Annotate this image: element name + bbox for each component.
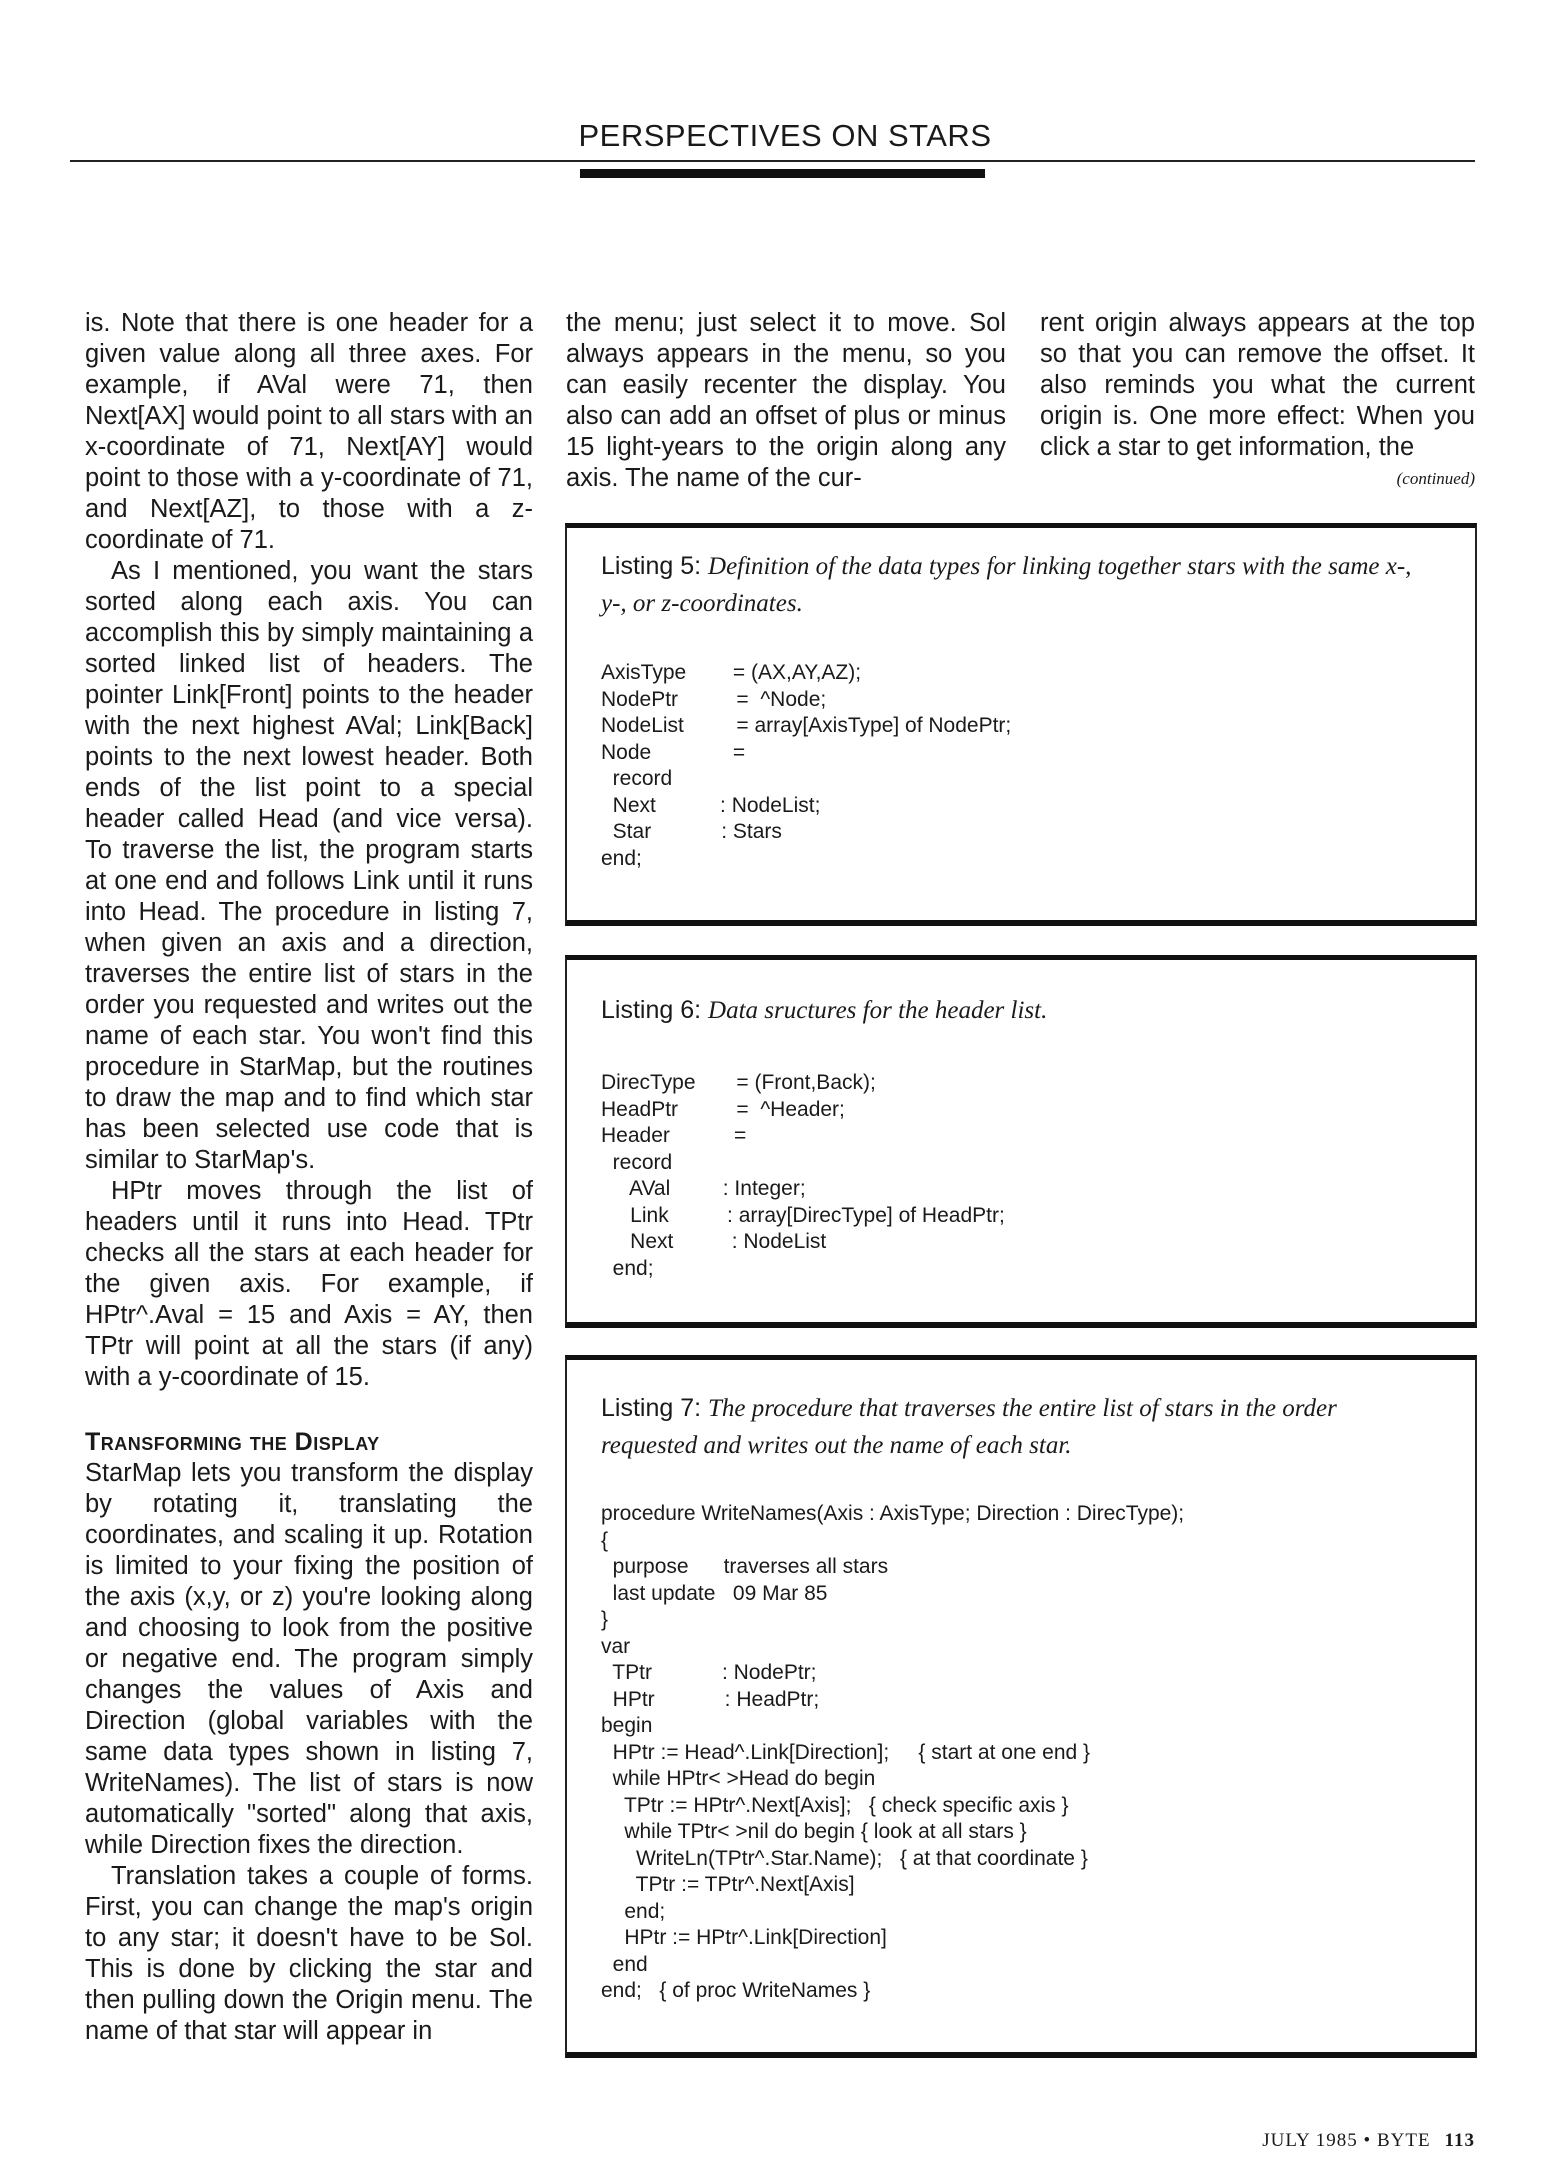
paragraph: Translation takes a couple of forms. First, you can change the map's origin to any star; it doesn't have to be Sol. This is done by clicking the star and then pulling down the Origin menu. The name of that star will appear in <box>85 1862 533 2045</box>
listing-7 <box>565 1355 1477 2058</box>
paragraph: the menu; just select it to move. Sol always appears in the menu, so you can easily recenter the display. You also can add an offset of plus or minus 15 light-years to the origin along any axis. The name of the cur- <box>566 309 1006 492</box>
issue-label: JULY 1985 • BYTE <box>1262 2130 1431 2151</box>
listing-caption-text: The procedure that traverses the entire list of stars in the order requested and writes out the name of each star. <box>601 1395 1337 1459</box>
page-number: 113 <box>1444 2130 1475 2151</box>
listing-label: Listing 6: <box>601 996 702 1024</box>
column-3 <box>1040 308 1475 494</box>
header-rule <box>70 160 1475 162</box>
paragraph: StarMap lets you transform the display by rotating it, translating the coordinates, and scaling it up. Rotation is limited to your fixing the position of the axis (x,y, or z) you're looking along and choosing to look from the positive or negative end. The program simply changes the values of Axis and Direction (global variables with the same data types shown in listing 7, WriteNames). The list of stars is now automatically "sorted" along that axis, while Direction fixes the direction. <box>85 1459 533 1859</box>
listing-caption <box>601 992 1435 1029</box>
page-footer <box>1262 2130 1475 2152</box>
paragraph: As I mentioned, you want the stars sorted along each axis. You can accomplish this by simply maintaining a sorted linked list of headers. The pointer Link[Front] points to the header with the next highest AVal; Link[Back] points to the next lowest header. Both ends of the list point to a special header called Head (and vice versa). To traverse the list, the program starts at one end and follows Link until it runs into Head. The procedure in listing 7, when given an axis and a direction, traverses the entire list of stars in the order you requested and writes out the name of each star. You won't find this procedure in StarMap, but the routines to draw the map and to find which star has been selected use code that is similar to StarMap's. <box>85 557 533 1174</box>
paragraph: HPtr moves through the list of headers until it runs into Head. TPtr checks all the stars at each header for the given axis. For example, if HPtr^.Aval = 15 and Axis = AY, then TPtr will point at all the stars (if any) with a y-coordinate of 15. <box>85 1177 533 1391</box>
listing-caption-text: Definition of the data types for linking together stars with the same x-, y-, or z-coordinates. <box>601 553 1412 617</box>
section-heading: Transforming the Display <box>85 1428 380 1456</box>
running-head: PERSPECTIVES ON STARS <box>578 118 992 153</box>
code-block: AxisType = (AX,AY,AZ); NodePtr = ^Node; NodeList = array[AxisType] of NodePtr; Node = record Next : NodeList; Star : Stars end; <box>601 661 1012 870</box>
paragraph: is. Note that there is one header for a given value along all three axes. For example, if AVal were 71, then Next[AX] would point to all stars with an x-coordinate of 71, Next[AY] would point to those with a y-coordinate of 71, and Next[AZ], to those with a z-coordinate of 71. <box>85 309 533 554</box>
header-bar <box>580 169 985 178</box>
listing-5 <box>565 523 1477 926</box>
listing-6 <box>565 955 1477 1328</box>
code-block: procedure WriteNames(Axis : AxisType; Direction : DirecType); { purpose traverses all stars last update 09 Mar 85 } var TPtr : NodePtr; HPtr : HeadPtr; begin HPtr := Head^.Link[Direction]; { start at one end } while HPtr< >Head do begin TPtr := HPtr^.Next[Axis]; { check specific axis } while TPtr< >nil do begin { look at all stars } WriteLn(TPtr^.Star.Name); { at that coordinate } TPtr := TPtr^.Next[Axis] end; HPtr := HPtr^.Link[Direction] end end; { of proc WriteNames } <box>601 1502 1185 2002</box>
column-1 <box>85 308 533 2047</box>
continued-note: (continued) <box>1396 469 1475 488</box>
column-2 <box>566 308 1006 494</box>
code-block: DirecType = (Front,Back); HeadPtr = ^Header; Header = record AVal : Integer; Link : array[DirecType] of HeadPtr; Next : NodeList end; <box>601 1071 1005 1280</box>
listing-label: Listing 5: <box>601 552 702 580</box>
listing-caption <box>601 1390 1435 1464</box>
listing-caption <box>601 548 1435 622</box>
listing-caption-text: Data sructures for the header list. <box>708 997 1048 1024</box>
paragraph: rent origin always appears at the top so that you can remove the offset. It also reminds you what the current origin is. One more effect: When you click a star to get information, the <box>1040 309 1475 461</box>
listing-label: Listing 7: <box>601 1394 702 1422</box>
